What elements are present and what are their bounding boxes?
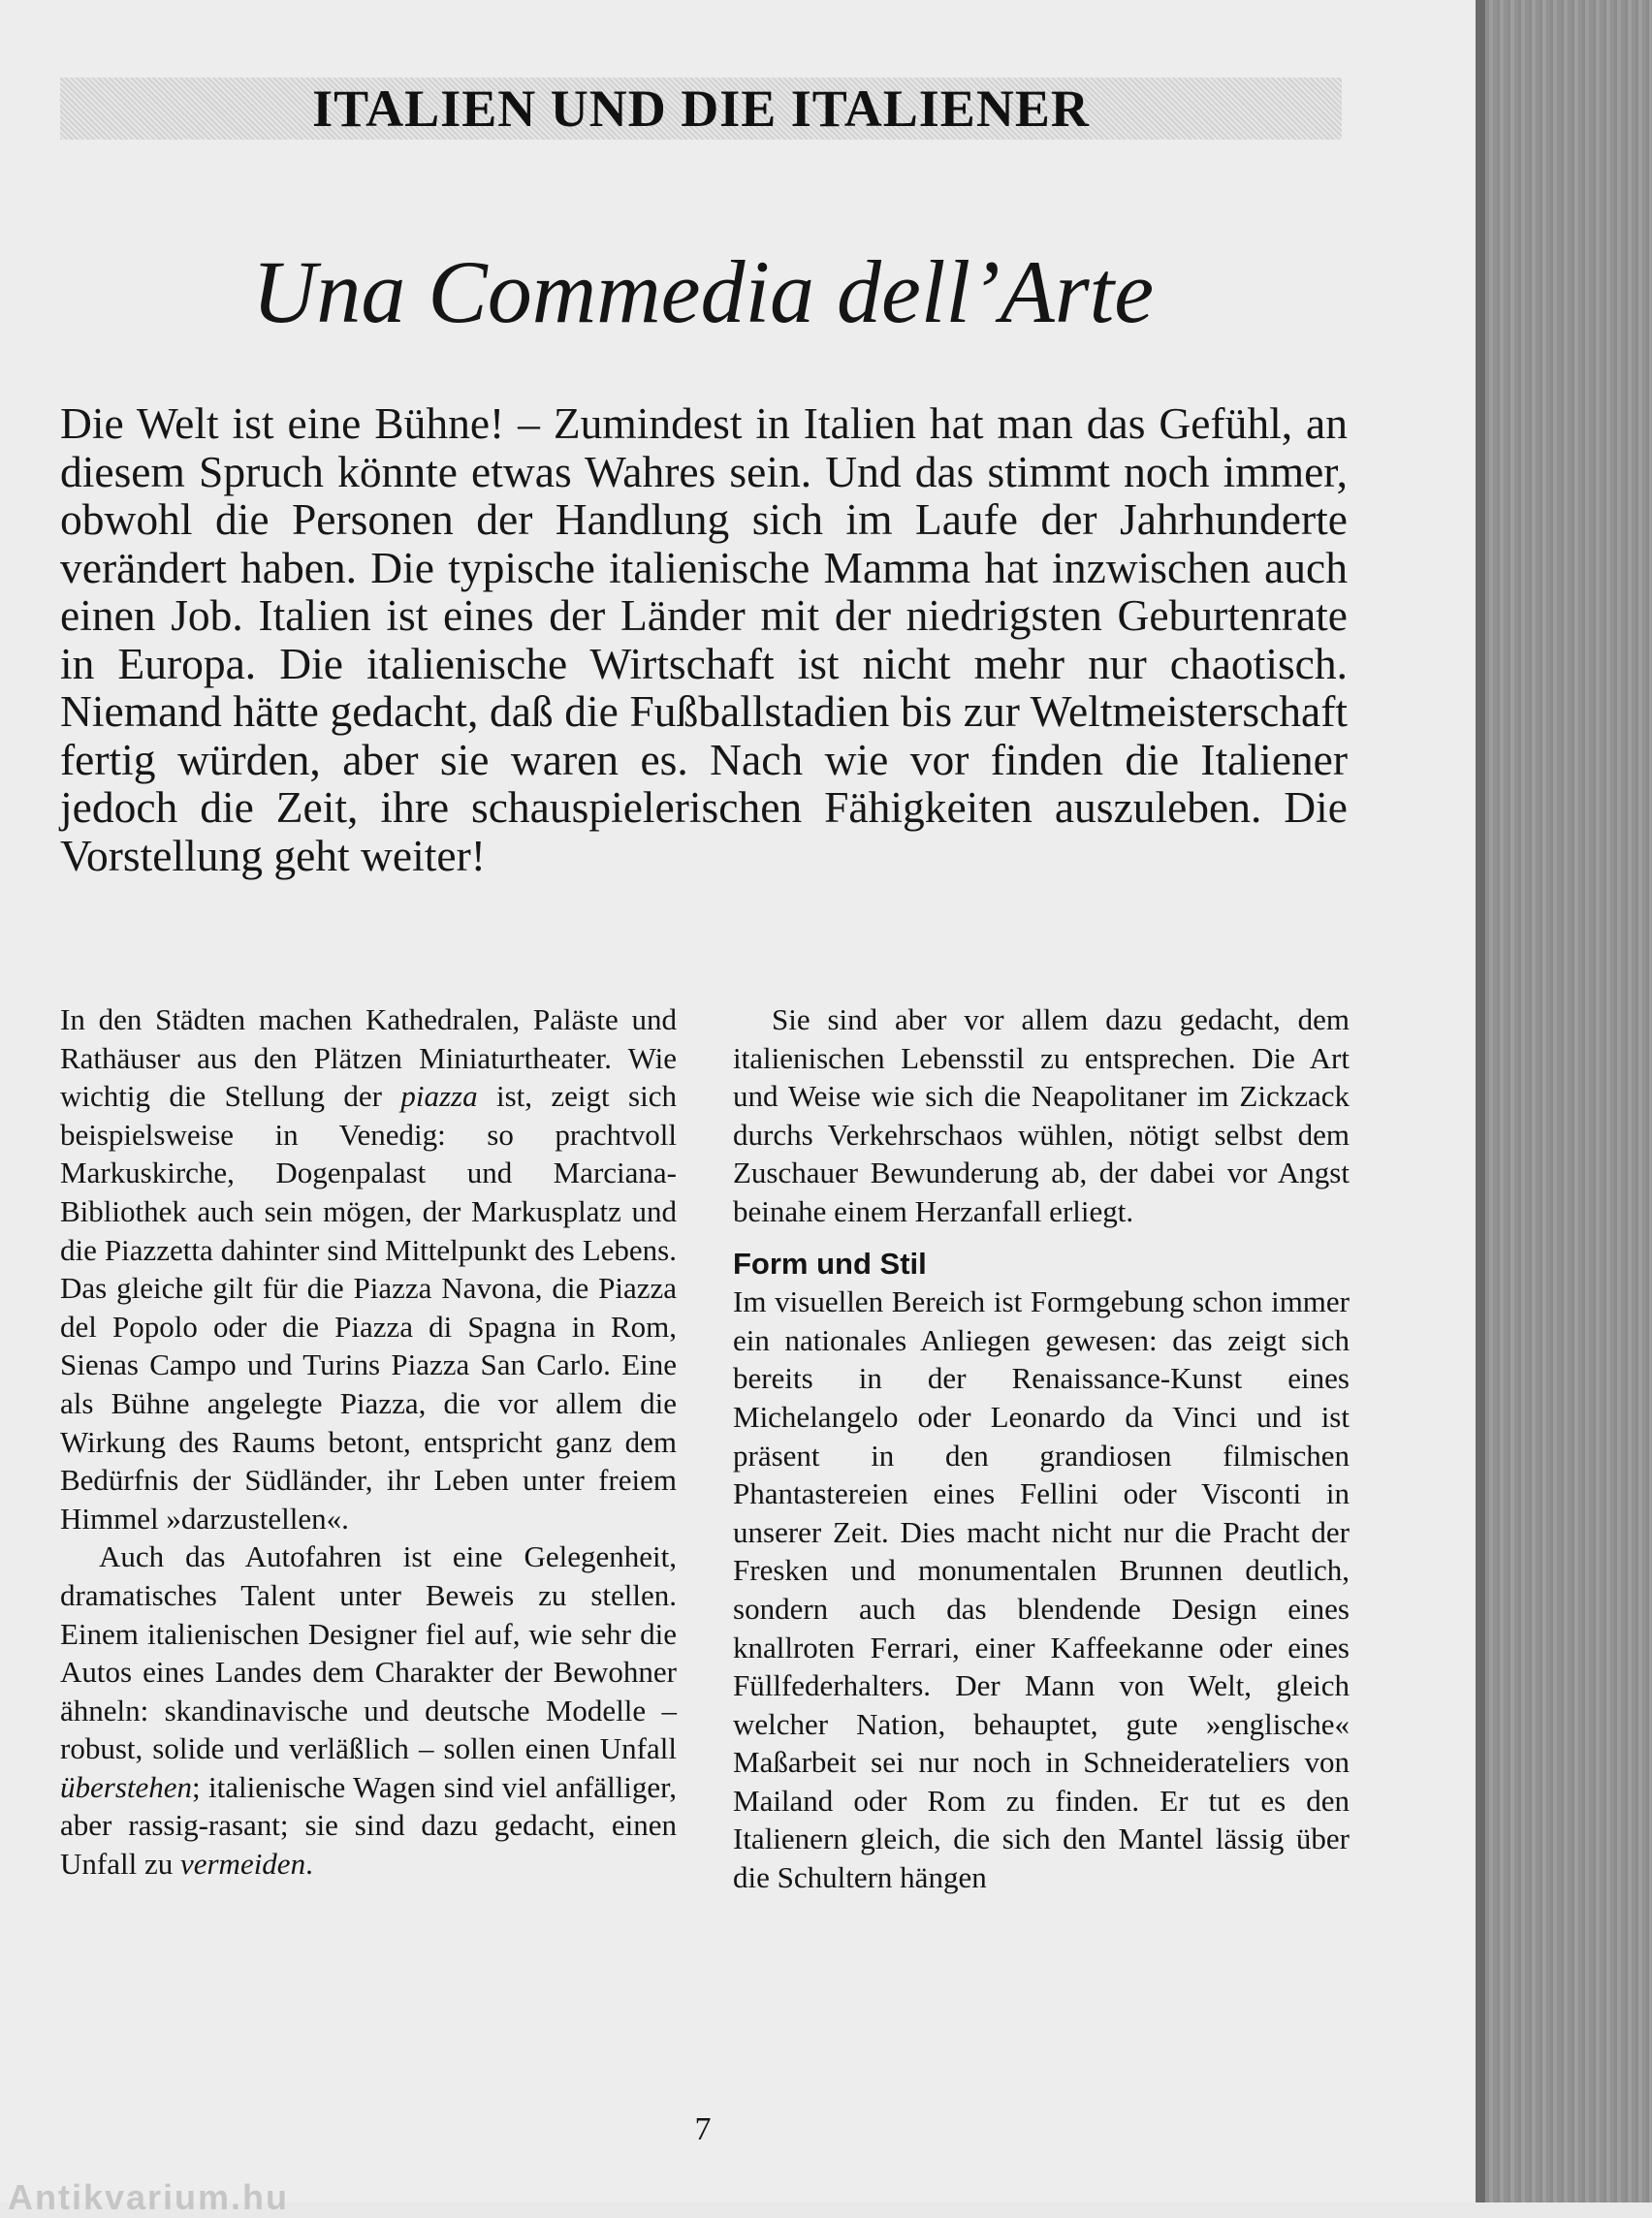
left-paragraph-2: Auch das Autofahren ist eine Gelegenheit, dramatisches Talent unter Beweis zu stellen. Einem italienischen Designer fiel auf, wie sehr die Autos eines Landes dem Charakter der Bewohner ähneln: skandinavische und deutsche Modelle – robust, solide und verläßlich – sollen einen Unfall überstehen; italienische Wagen sind viel anfälliger, aber rassig-rasant; sie sind dazu gedacht, einen Unfall zu vermeiden. — [60, 1539, 677, 1882]
left-column — [60, 1000, 677, 1884]
section-header-title: ITALIEN UND DIE ITALIENER — [312, 79, 1090, 138]
right-paragraph-2: Im visuellen Bereich ist Formgebung schon immer ein nationales Anliegen gewesen: das zeigt sich bereits in der Renaissance-Kunst eines Michelangelo oder Leonardo da Vinci und ist präsent in den grandiosen filmischen Phantastereien eines Fellini oder Visconti in unserer Zeit. Dies macht nicht nur die Pracht der Fresken und monumentalen Brunnen deutlich, sondern auch das blendende Design eines knallroten Ferrari, einer Kaffeekanne oder eines Füllfederhalters. Der Mann von Welt, gleich welcher Nation, behauptet, gute »englische« Maßarbeit sei nur noch in Schneiderateliers von Mailand oder Rom zu finden. Er tut es den Italienern gleich, die sich den Mantel lässig über die Schultern hängen — [733, 1284, 1350, 1895]
article-title: Una Commedia dell’Arte — [251, 242, 1155, 341]
subheading: Form und Stil — [733, 1246, 927, 1281]
italic-term: piazza — [400, 1079, 478, 1114]
article-lede: Die Welt ist eine Bühne! – Zumindest in Italien hat man das Gefühl, an diesem Spruch könnte etwas Wahres sein. Und das stimmt noch immer, obwohl die Personen der Handlung sich im Laufe der Jahrhunderte verändert haben. Die typische italienische Mamma hat inzwischen auch einen Job. Italien ist eines der Länder mit der niedrigsten Geburtenrate in Europa. Die italienische Wirtschaft ist nicht mehr nur chaotisch. Niemand hätte gedacht, daß die Fußballstadien bis zur Weltmeisterschaft fertig würden, aber sie waren es. Nach wie vor finden die Italiener jedoch die Zeit, ihre schauspielerischen Fähigkeiten auszuleben. Die Vorstellung geht weiter! — [60, 398, 1348, 880]
right-column — [733, 1000, 1350, 1897]
section-header-band — [60, 78, 1342, 140]
left-paragraph-1: In den Städten machen Kathedralen, Paläste und Rathäuser aus den Plätzen Miniaturtheater. Wie wichtig die Stellung der piazza ist, zeigt sich beispielsweise in Venedig: so prachtvoll Markuskirche, Dogenpalast und Marciana-Bibliothek auch sein mögen, der Markusplatz und die Piazzetta dahinter sind Mittelpunkt des Lebens. Das gleiche gilt für die Piazza Navona, die Piazza del Popolo oder die Piazza di Spagna in Rom, Sienas Campo und Turins Piazza San Carlo. Eine als Bühne angelegte Piazza, die vor allem die Wirkung des Raums betont, entspricht ganz dem Bedürfnis der Südländer, ihr Leben unter freiem Himmel »darzustellen«. — [60, 1002, 677, 1536]
watermark: Antikvarium.hu — [8, 2177, 290, 2217]
italic-term: überstehen — [60, 1769, 193, 1804]
italic-term: vermeiden — [179, 1847, 306, 1882]
book-spine-edge — [1476, 0, 1652, 2202]
right-paragraph-1: Sie sind aber vor allem dazu gedacht, dem italienischen Lebensstil zu entsprechen. Die Art und Weise wie sich die Neapolitaner im Zickzack durchs Verkehrschaos wühlen, nötigt selbst dem Zuschauer Bewunderung ab, der dabei vor Angst beinahe einem Herzanfall erliegt. — [733, 1002, 1350, 1228]
page-number: 7 — [694, 2111, 712, 2147]
